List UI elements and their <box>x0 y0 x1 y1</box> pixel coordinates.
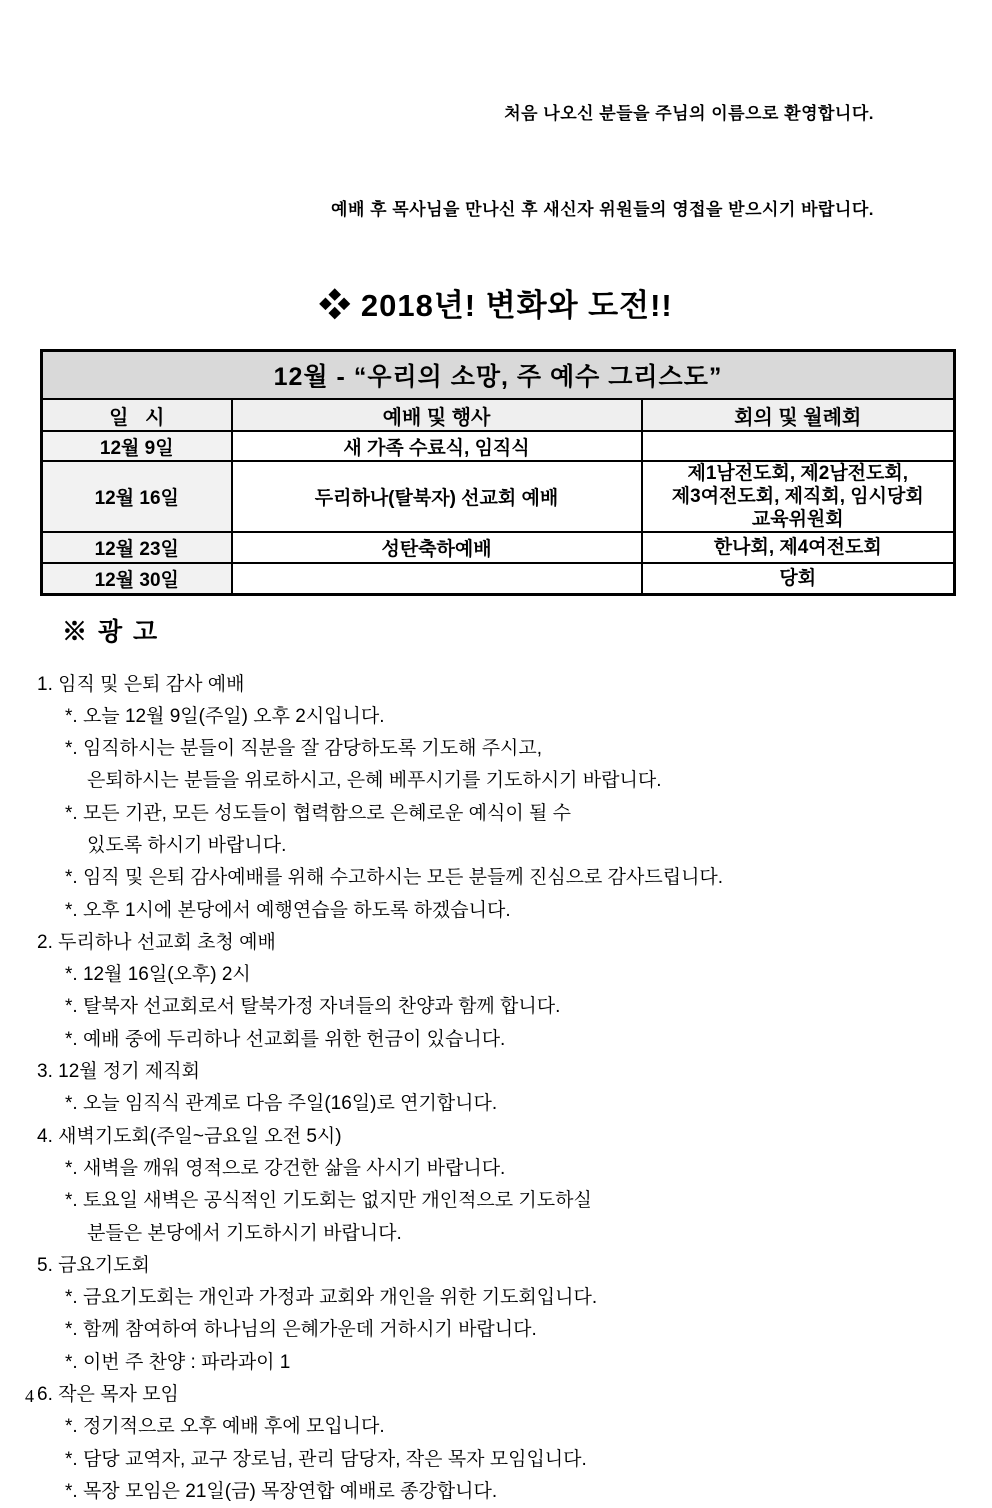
announcement-item <box>0 669 992 927</box>
schedule-table <box>40 349 956 596</box>
cell-event: 성탄축하예배 <box>232 532 642 563</box>
announcement-detail: *. 이번 주 찬양 : 파라과이 1 <box>0 1347 992 1379</box>
table-row <box>42 563 955 594</box>
cell-date: 12월 16일 <box>42 461 232 532</box>
cell-date: 12월 30일 <box>42 563 232 594</box>
announcement-detail-continuation: 분들은 본당에서 기도하시기 바랍니다. <box>0 1218 992 1250</box>
announcement-item-title: 6. 작은 목자 모임 <box>0 1379 992 1411</box>
announcement-item <box>0 927 992 1056</box>
col-header-event: 예배 및 행사 <box>232 399 642 431</box>
table-header-row <box>42 399 955 431</box>
cell-event: 새 가족 수료식, 임직식 <box>232 431 642 461</box>
cell-meeting: 제1남전도회, 제2남전도회, 제3여전도회, 제직회, 임시당회 교육위원회 <box>642 461 955 532</box>
welcome-note <box>0 34 992 258</box>
col-header-date: 일 시 <box>42 399 232 431</box>
welcome-line-2: 예배 후 목사님을 만나신 후 새신자 위원들의 영접을 받으시기 바랍니다. <box>0 194 874 226</box>
announcement-detail: *. 예배 중에 두리하나 선교회를 위한 헌금이 있습니다. <box>0 1024 992 1056</box>
announcement-item <box>0 1379 992 1508</box>
table-title-row <box>42 351 955 400</box>
announcements-list <box>0 669 992 1508</box>
announcement-detail: *. 토요일 새벽은 공식적인 기도회는 없지만 개인적으로 기도하실 <box>0 1185 992 1217</box>
announcement-detail: *. 임직하시는 분들이 직분을 잘 감당하도록 기도해 주시고, <box>0 733 992 765</box>
announcement-item <box>0 1056 992 1121</box>
cell-meeting: 당회 <box>642 563 955 594</box>
announcement-detail: *. 임직 및 은퇴 감사예배를 위해 수고하시는 모든 분들께 진심으로 감사드립니다. <box>0 862 992 894</box>
table-row <box>42 431 955 461</box>
table-row <box>42 461 955 532</box>
announcement-detail: *. 오늘 12월 9일(주일) 오후 2시입니다. <box>0 701 992 733</box>
announcement-detail: *. 새벽을 깨워 영적으로 강건한 삶을 사시기 바랍니다. <box>0 1153 992 1185</box>
announcement-detail-continuation: 있도록 하시기 바랍니다. <box>0 830 992 862</box>
announcement-detail: *. 모든 기관, 모든 성도들이 협력함으로 은혜로운 예식이 될 수 <box>0 798 992 830</box>
announcement-detail: *. 금요기도회는 개인과 가정과 교회와 개인을 위한 기도회입니다. <box>0 1282 992 1314</box>
announcement-item <box>0 1121 992 1250</box>
announcement-item-title: 1. 임직 및 은퇴 감사 예배 <box>0 669 992 701</box>
cell-meeting: 한나회, 제4여전도회 <box>642 532 955 563</box>
announcement-item-title: 4. 새벽기도회(주일~금요일 오전 5시) <box>0 1121 992 1153</box>
page-title: ❖ 2018년! 변화와 도전!! <box>0 280 992 325</box>
announcement-item <box>0 1250 992 1379</box>
announcements-heading: ※ 광 고 <box>62 612 992 648</box>
announcement-item-title: 3. 12월 정기 제직회 <box>0 1056 992 1088</box>
announcement-detail: *. 오후 1시에 본당에서 예행연습을 하도록 하겠습니다. <box>0 895 992 927</box>
table-title: 12월 - “우리의 소망, 주 예수 그리스도” <box>42 351 955 400</box>
announcement-detail: *. 담당 교역자, 교구 장로님, 관리 담당자, 작은 목자 모임입니다. <box>0 1444 992 1476</box>
announcement-detail: *. 목장 모임은 21일(금) 목장연합 예배로 종강합니다. <box>0 1476 992 1508</box>
table-row <box>42 532 955 563</box>
page-number: 4 <box>25 1386 34 1407</box>
cell-meeting <box>642 431 955 461</box>
announcement-item-title: 5. 금요기도회 <box>0 1250 992 1282</box>
announcement-detail: *. 탈북자 선교회로서 탈북가정 자녀들의 찬양과 함께 합니다. <box>0 991 992 1023</box>
cell-event: 두리하나(탈북자) 선교회 예배 <box>232 461 642 532</box>
table-body <box>42 431 955 594</box>
announcement-detail: *. 함께 참여하여 하나님의 은혜가운데 거하시기 바랍니다. <box>0 1314 992 1346</box>
announcement-detail: *. 12월 16일(오후) 2시 <box>0 959 992 991</box>
announcement-item-title: 2. 두리하나 선교회 초청 예배 <box>0 927 992 959</box>
col-header-meeting: 회의 및 월례회 <box>642 399 955 431</box>
cell-date: 12월 9일 <box>42 431 232 461</box>
announcement-detail-continuation: 은퇴하시는 분들을 위로하시고, 은혜 베푸시기를 기도하시기 바랍니다. <box>0 765 992 797</box>
welcome-line-1: 처음 나오신 분들을 주님의 이름으로 환영합니다. <box>0 98 874 130</box>
announcement-detail: *. 정기적으로 오후 예배 후에 모입니다. <box>0 1411 992 1443</box>
cell-event <box>232 563 642 594</box>
announcement-detail: *. 오늘 임직식 관계로 다음 주일(16일)로 연기합니다. <box>0 1088 992 1120</box>
cell-date: 12월 23일 <box>42 532 232 563</box>
